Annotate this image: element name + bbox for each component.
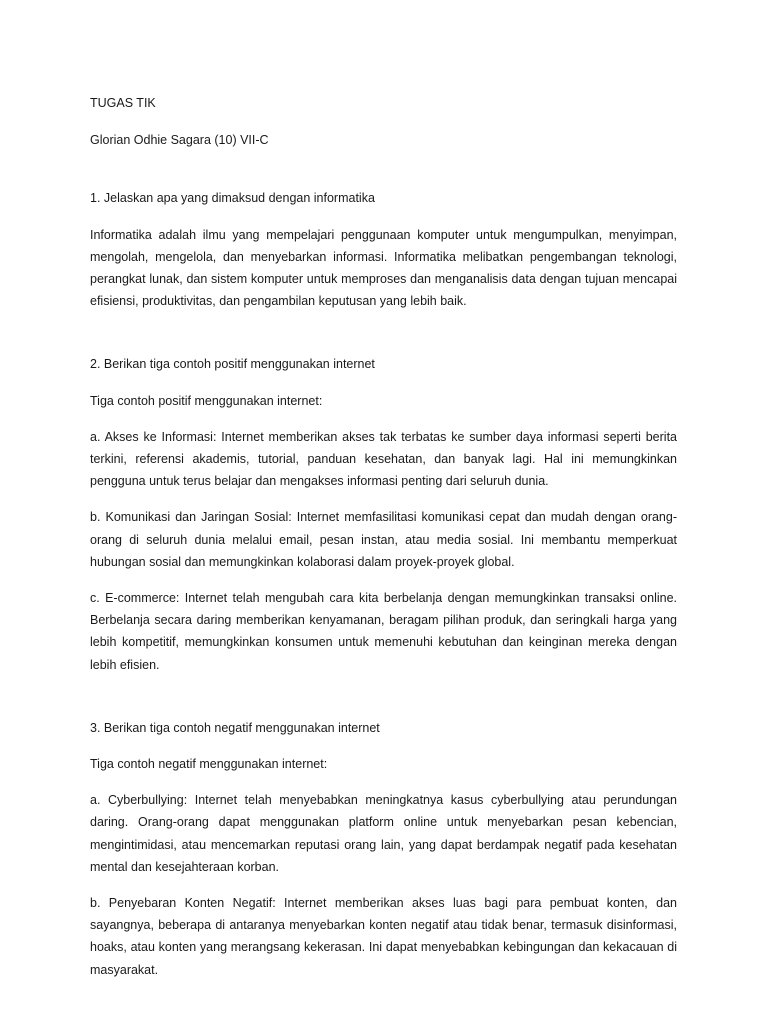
question-1: 1. Jelaskan apa yang dimaksud dengan informatika — [90, 191, 375, 206]
answer-1: Informatika adalah ilmu yang mempelajari penggunaan komputer untuk mengumpulkan, menyimpan, mengolah, mengelola, dan menyebarkan informasi. Informatika melibatkan pengembangan teknologi, perangkat lunak, dan sistem komputer untuk memproses dan menganalisis data dengan tujuan mencapai efisiensi, produktivitas, dan pengambilan keputusan yang lebih baik. — [90, 227, 677, 309]
answer-3-intro: Tiga contoh negatif menggunakan internet: — [90, 757, 328, 772]
question-3: 3. Berikan tiga contoh negatif menggunakan internet — [90, 720, 380, 735]
question-2: 2. Berikan tiga contoh positif menggunakan internet — [90, 357, 375, 372]
answer-3-item-b: b. Penyebaran Konten Negatif: Internet memberikan akses luas bagi para pembuat konten, dan sayangnya, beberapa di antaranya menyebarkan konten negatif atau tidak benar, termasuk disinformasi, hoaks, atau konten yang merangsang kekerasan. Ini dapat menyebabkan kebingungan dan kekacauan di masyarakat. — [90, 896, 677, 977]
answer-2-item-c: c. E-commerce: Internet telah mengubah cara kita berbelanja dengan memungkinkan transaksi online. Berbelanja secara daring memberikan kenyamanan, beragam pilihan produk, dan seringkali harga yang lebih kompetitif, memungkinkan konsumen untuk memenuhi kebutuhan dan keinginan mereka dengan lebih efisien. — [90, 591, 677, 672]
answer-2-item-b: b. Komunikasi dan Jaringan Sosial: Internet memfasilitasi komunikasi cepat dan mudah dengan orang-orang di seluruh dunia melalui email, pesan instan, atau media sosial. Ini membantu memperkuat hubungan sosial dan memungkinkan kolaborasi dalam proyek-proyek global. — [90, 510, 677, 569]
answer-2-item-a: a. Akses ke Informasi: Internet memberikan akses tak terbatas ke sumber daya informasi seperti berita terkini, referensi akademis, tutorial, panduan kesehatan, dan banyak lagi. Hal ini memungkinkan pengguna untuk terus belajar dan mengakses informasi penting dari seluruh dunia. — [90, 429, 677, 489]
answer-3-item-a: a. Cyberbullying: Internet telah menyebabkan meningkatnya kasus cyberbullying atau perundungan daring. Orang-orang dapat menggunakan platform online untuk menyebarkan pesan kebencian, mengintimidasi, atau mencemarkan reputasi orang lain, yang dapat berdampak negatif pada kesehatan mental dan kesejahteraan korban. — [90, 793, 677, 874]
author-line: Glorian Odhie Sagara (10) VII-C — [90, 133, 269, 148]
document-page — [90, 92, 677, 995]
answer-2-intro: Tiga contoh positif menggunakan internet: — [90, 393, 323, 408]
document-title: TUGAS TIK — [90, 96, 156, 110]
